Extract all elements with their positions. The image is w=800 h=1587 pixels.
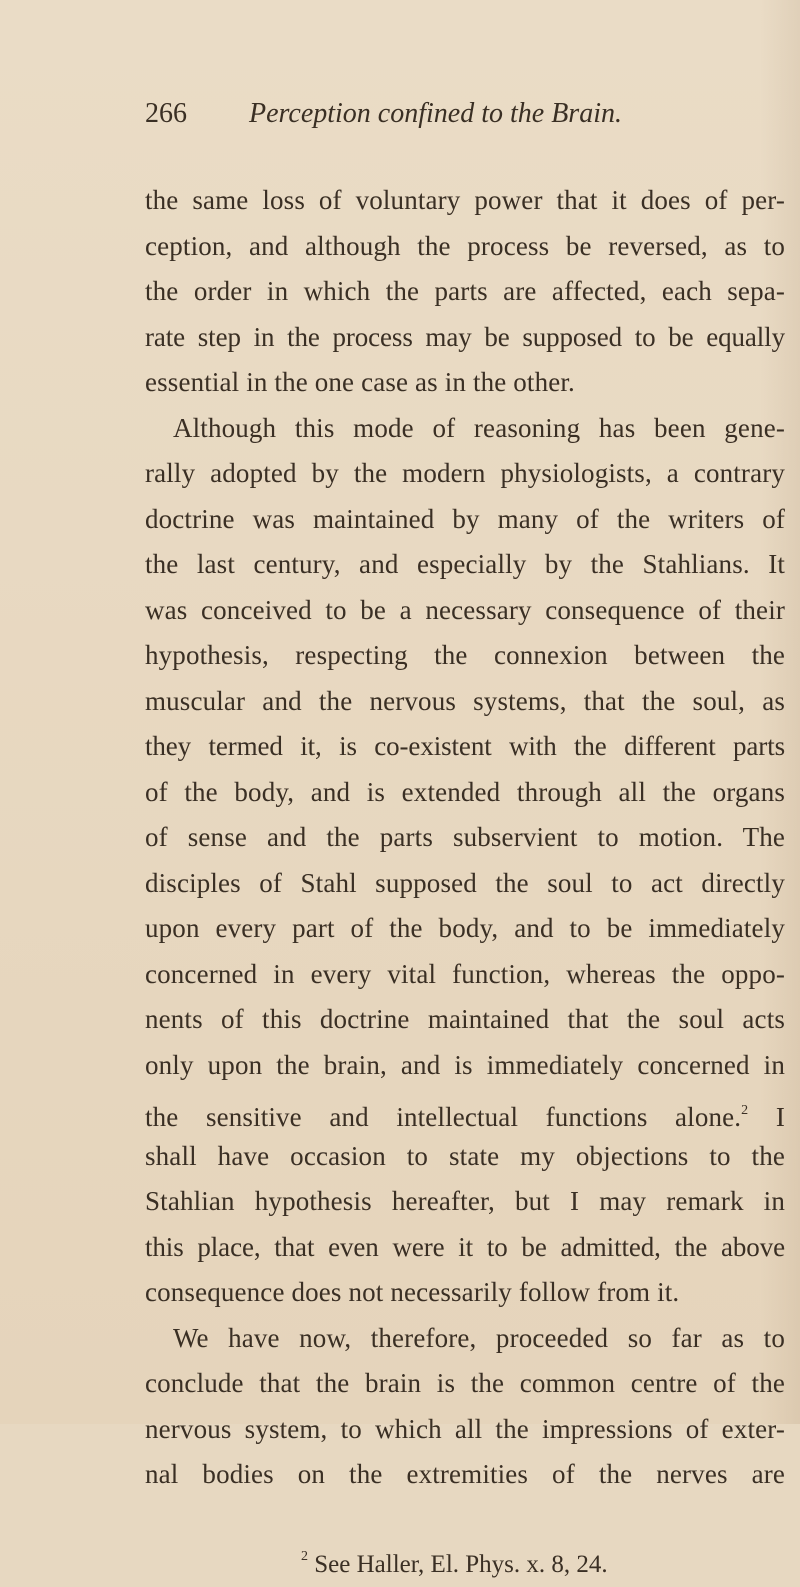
text-line: disciples of Stahl supposed the soul to act directly	[145, 867, 785, 898]
text-line: doctrine was maintained by many of the writers of	[145, 503, 785, 534]
footnote	[145, 1534, 785, 1580]
page-content	[145, 98, 786, 1578]
text-line: Stahlian hypothesis hereafter, but I may remark in	[145, 1186, 785, 1216]
text-line: only upon the brain, and is immediately concerned in	[145, 1049, 785, 1080]
paragraph-first-line: Although this mode of reasoning has been gene-	[173, 412, 785, 443]
text-line: nents of this doctrine maintained that the soul acts	[145, 1004, 785, 1034]
text-line: this place, that even were it to be admitted, the above	[145, 1231, 785, 1262]
text-line: was conceived to be a necessary consequence of their	[145, 594, 785, 625]
text-line: they termed it, is co-existent with the different parts	[145, 731, 785, 761]
footnote-text: See Haller, El. Phys. x. 8, 24.	[308, 1550, 608, 1578]
text-line: hypothesis, respecting the connexion between the	[145, 640, 785, 670]
text-line: conclude that the brain is the common centre of the	[145, 1368, 785, 1398]
text-line: the last century, and especially by the Stahlians. It	[145, 549, 785, 579]
text-line: essential in the one case as in the other.	[145, 367, 575, 397]
text-line: ception, and although the process be reversed, as to	[145, 230, 785, 261]
text-line: muscular and the nervous systems, that the soul, as	[145, 685, 785, 716]
text-line	[145, 1088, 785, 1134]
line-text-continuation: I	[748, 1102, 786, 1132]
text-line: the same loss of voluntary power that it does of per-	[145, 185, 785, 215]
text-line: the order in which the parts are affected, each sepa-	[145, 276, 785, 306]
text-line: of the body, and is extended through all the organs	[145, 776, 785, 807]
paragraph-first-line: We have now, therefore, proceeded so far as to	[173, 1322, 785, 1353]
text-line: of sense and the parts subservient to motion. The	[145, 822, 785, 852]
text-line: shall have occasion to state my objections to the	[145, 1140, 785, 1171]
text-line: upon every part of the body, and to be immediately	[145, 913, 785, 943]
footnote-reference: 2	[741, 1103, 749, 1118]
text-line: nervous system, to which all the impressions of exter-	[145, 1413, 785, 1444]
page-number: 266	[145, 98, 187, 129]
page-header	[145, 98, 785, 146]
text-line: consequence does not necessarily follow from it.	[145, 1277, 680, 1307]
text-line: nal bodies on the extremities of the nerves are	[145, 1459, 785, 1489]
text-line: concerned in every vital function, whereas the oppo-	[145, 958, 785, 989]
text-line: rally adopted by the modern physiologists, a contrary	[145, 458, 785, 488]
text-line: rate step in the process may be supposed to be equally	[145, 321, 785, 352]
running-title: Perception confined to the Brain.	[249, 98, 622, 129]
line-text: the sensitive and intellectual functions alone.	[145, 1102, 742, 1132]
footnote-mark: 2	[301, 1548, 308, 1564]
